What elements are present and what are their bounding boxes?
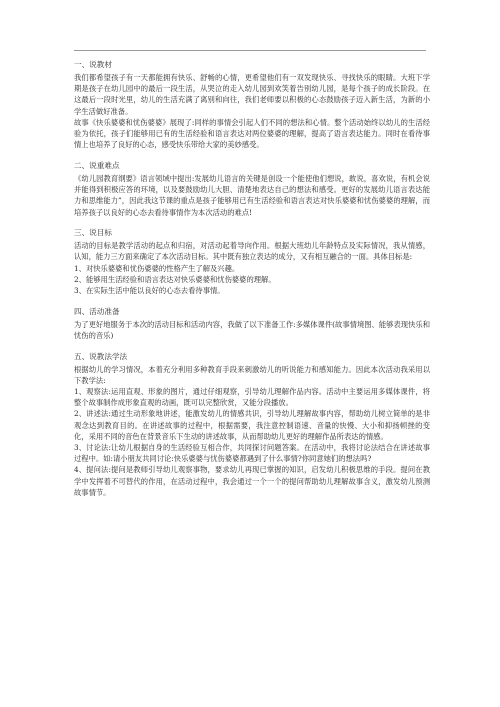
section-methods [74,351,430,498]
section-textbook [74,59,430,150]
paragraph: 我们都希望孩子有一天都能拥有快乐、舒畅的心情，更希望他们有一双发现快乐、寻找快乐的眼睛。大班下学期是孩子在幼儿园中的最后一段生活，从哭泣的走入幼儿园到欢笑着告别幼儿园，是每个孩子的成长阶段。在这最后一段时光里，幼儿的生活充满了离别和向往，我们老师要以积极的心态鼓励孩子迈入新生活，为新的小学生活做好准备。 [74,73,430,116]
list-item: 1、对快乐婆婆和忧伤婆婆的性格产生了解及兴趣。 [74,263,240,273]
paragraph: 根据幼儿的学习情况，本着充分利用多种教育手段来刺激幼儿的听说能力和感知能力。因此本次活动我采用以下教学法: [74,364,430,385]
section-heading: 五、说教法学法 [74,351,128,361]
list-item: 1、观察法:运用直观、形象的图片，通过仔细观察，引导幼儿理解作品内容。活动中主要运用多媒体课件，将整个故事制作成形象直观的动画，既可以完整欣赏，又能分段播放。 [74,387,430,408]
section-heading: 四、活动准备 [74,306,120,316]
document-body [74,59,430,508]
section-preparation [74,306,430,341]
section-heading: 二、说重难点 [74,160,120,170]
section-heading: 三、说目标 [74,228,112,238]
list-item: 2、讲述法:通过生动形象地讲述，能激发幼儿的情感共识，引导幼儿理解故事内容，帮助幼儿树立简单的是非观念达到教育目的。在讲述故事的过程中，根据需要，我注意控制语速、音量的快慢、大小和抑扬顿挫的变化，采用不同的音色在背景音乐下生动的讲述故事，从而帮助幼儿更好的理解作品所表达的情感。 [74,409,430,441]
paragraph: 《幼儿园教育纲要》语言领域中提出:发展幼儿语言的关键是创设一个能使他们想说，敢说，喜欢说，有机会说并能得到积极应答的环境，以及要鼓励幼儿大胆、清楚地表达自己的想法和感受。更好的发展幼儿语言表达能力和思维能力”，因此我这节课的重点是孩子能够用已有生活经验和语言表达对快乐婆婆和忧伤婆婆的理解，而培养孩子以良好的心态去看待事情作为本次活动的难点! [74,173,430,217]
paragraph: 为了更好地服务于本次的活动目标和活动内容，我做了以下准备工作:多媒体课件(故事情境图、能够表现快乐和忧伤的音乐) [74,319,430,340]
paragraph: 活动的目标是教学活动的起点和归宿，对活动起着导向作用。根据大班幼儿年龄特点及实际情况，我从情感，认知，能力三方面来确定了本次活动目标。其中既有独立表达的成分，又有相互融合的一面。具体目标是: [74,241,430,262]
header-divider [74,50,426,51]
list-item: 3、在实际生活中能以良好的心态去看待事情。 [74,286,225,296]
paragraph: 故事《快乐婆婆和忧伤婆婆》展现了:同样的事情会引起人们不同的想法和心情。整个活动始终以幼儿的生活经验为依托，孩子们能够用已有的生活经验和语言表达对两位婆婆的理解，提高了语言表达能力。同时在看待事情上也培养了良好的心态，感受快乐带给大家的美妙感受。 [74,117,430,150]
list-item: 3、讨论法:让幼儿根据自身的生活经验互相合作，共同探讨问题答案。在活动中，我将讨论法结合在讲述故事过程中。如:请小朋友共同讨论:快乐婆婆与忧伤婆婆都遇到了什么事情?你同意她们的想法吗? [74,443,430,464]
section-key-points [74,160,430,218]
section-goals [74,227,430,296]
list-item: 4、提问法:提问是教师引导幼儿观察事物，要求幼儿再现已掌握的知识，启发幼儿积极思维的手段。提问在教学中发挥着不可替代的作用，在活动过程中，我会通过一个一个的提问帮助幼儿理解故事含义，激发幼儿预测故事情节。 [74,465,430,497]
section-heading: 一、说教材 [74,60,112,69]
list-item: 2、能够用生活经验和语言表达对快乐婆婆和忧伤婆婆的理解。 [74,274,276,284]
